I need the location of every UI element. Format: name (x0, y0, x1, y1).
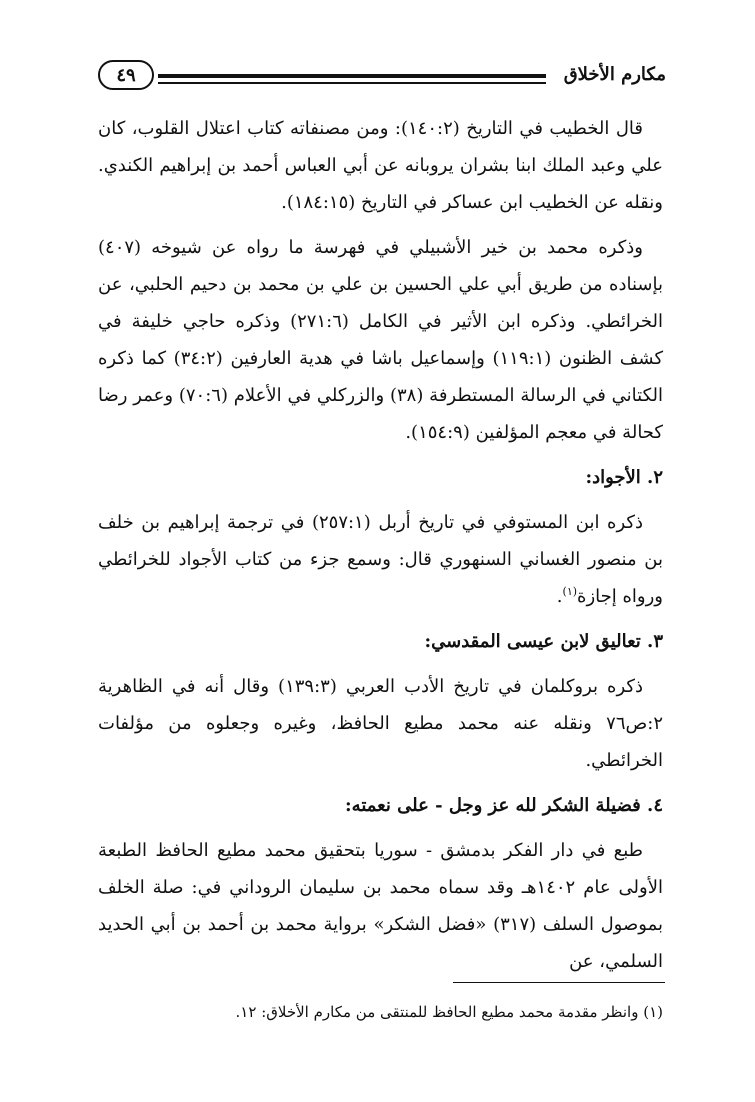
header-rule-thin (158, 82, 546, 84)
paragraph-3-end: . (556, 586, 563, 607)
paragraph-1: قال الخطيب في التاريخ (١٤٠:٢): ومن مصنفاته كتاب اعتلال القلوب، كان علي وعبد الملك ابنا بشران يروبانه عن أبي العباس أحمد بن إبراهيم الكندي. ونقله عن الخطيب ابن عساكر في التاريخ (١٨٤:١٥). (98, 118, 663, 213)
paragraph-3 (98, 504, 663, 615)
paragraph-4: ذكره بروكلمان في تاريخ الأدب العربي (١٣٩:٣) وقال أنه في الظاهرية ٢:ص٧٦ ونقله عنه محمد مطيع الحافظ، وغيره وجعلوه من مؤلفات الخرائطي. (98, 676, 663, 771)
page-body (98, 110, 663, 980)
section-heading-4: ٤. فضيلة الشكر لله عز وجل - على نعمته: (345, 795, 663, 816)
paragraph-3-text: ذكره ابن المستوفي في تاريخ أربل (٢٥٧:١) في ترجمة إبراهيم بن خلف بن منصور الغساني السنهوري قال: وسمع جزء من كتاب الأجواد للخرائطي ورواه إجازة (98, 512, 663, 607)
running-header (98, 58, 666, 102)
footnote-ref: (١) (562, 585, 578, 598)
section-heading-3: ٣. تعاليق لابن عيسى المقدسي: (424, 631, 663, 652)
paragraph-2: وذكره محمد بن خير الأشبيلي في فهرسة ما رواه عن شيوخه (٤٠٧) بإسناده من طريق أبي علي الحسين بن علي بن محمد بن دحيم الحلبي، عن الخرائطي. وذكره ابن الأثير في الكامل (٢٧١:٦) وذكره حاجي خليفة في كشف الظنون (١١٩:١) وإسماعيل باشا في هدية العارفين (٣٤:٢) كما ذكره الكتاني في الرسالة المستطرفة (٣٨) والزركلي في الأعلام (٧٠:٦) وعمر رضا كحالة في معجم المؤلفين (١٥٤:٩). (98, 237, 664, 443)
header-title: مكارم الأخلاق (563, 64, 666, 85)
footnote-divider (453, 982, 665, 983)
section-heading-2: ٢. الأجواد: (585, 467, 663, 488)
page-number: ٤٩ (98, 60, 154, 90)
footnote: (١) وانظر مقدمة محمد مطيع الحافظ للمنتقى من مكارم الأخلاق: ١٢. (235, 1003, 663, 1021)
header-rule-thick (158, 74, 546, 78)
paragraph-5: طبع في دار الفكر بدمشق - سوريا بتحقيق محمد مطيع الحافظ الطبعة الأولى عام ١٤٠٢هـ وقد سماه محمد بن سليمان الروداني في: صلة الخلف بموصول السلف (٣١٧) «فضل الشكر» برواية محمد بن أحمد بن أبي الحديد السلمي، عن (98, 840, 663, 972)
